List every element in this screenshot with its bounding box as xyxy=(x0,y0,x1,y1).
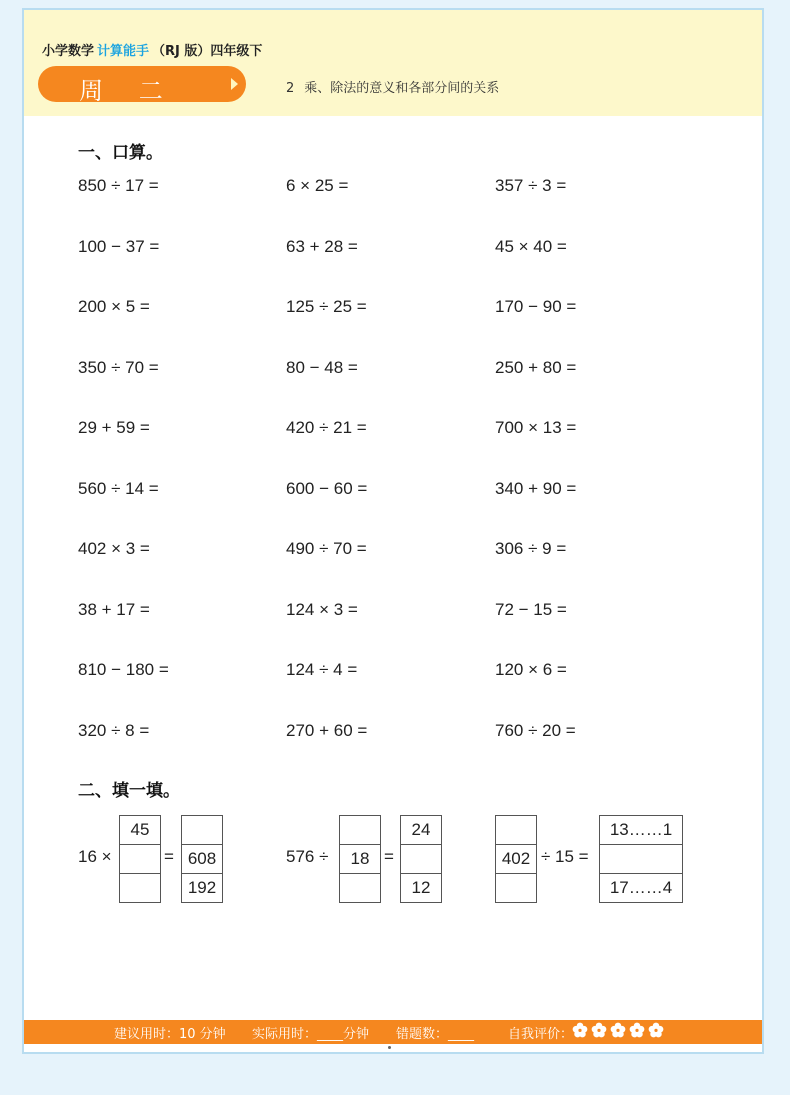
fill2-box-b3[interactable]: 12 xyxy=(400,873,442,903)
oral-problem: 29 + 59 = xyxy=(78,418,150,437)
oral-problem: 420 ÷ 21 = xyxy=(286,418,367,437)
error-count: 错题数：____ xyxy=(396,1027,475,1042)
fill2-box-b2[interactable] xyxy=(400,844,442,874)
page-bottom xyxy=(24,1044,762,1052)
oral-problem: 124 × 3 = xyxy=(286,600,358,619)
oral-problem: 850 ÷ 17 = xyxy=(78,176,159,195)
fill2-box-a2[interactable]: 18 xyxy=(339,844,381,874)
actual-time: 实际用时：____分钟 xyxy=(252,1027,370,1042)
oral-problem: 320 ÷ 8 = xyxy=(78,721,150,740)
oral-problem: 6 × 25 = xyxy=(286,176,349,195)
oral-problem: 600 − 60 = xyxy=(286,479,368,498)
section-oral-title: 一、口算。 xyxy=(78,143,163,163)
fill3-box-a3[interactable] xyxy=(495,873,537,903)
oral-problem: 340 + 90 = xyxy=(495,479,577,498)
fill3-box-a1[interactable] xyxy=(495,815,537,845)
oral-problem: 350 ÷ 70 = xyxy=(78,358,159,377)
flower-icon[interactable] xyxy=(572,1022,588,1038)
brand-prefix: 小学数学 xyxy=(42,44,95,59)
worksheet-page xyxy=(22,8,764,1054)
oral-problem: 100 − 37 = xyxy=(78,237,160,256)
fill2-prefix: 576 ÷ xyxy=(286,847,329,866)
oral-problem: 810 − 180 = xyxy=(78,660,169,679)
flower-icon[interactable] xyxy=(591,1022,607,1038)
play-arrow-icon xyxy=(231,78,238,90)
fill1-prefix: 16 × xyxy=(78,847,112,866)
self-evaluation-label: 自我评价： xyxy=(508,1027,574,1042)
lesson-heading xyxy=(286,77,499,96)
fill1-box-a2[interactable] xyxy=(119,844,161,874)
fill1-box-b1[interactable] xyxy=(181,815,223,845)
lesson-title: 乘、除法的意义和各部分间的关系 xyxy=(304,81,500,96)
oral-problem: 125 ÷ 25 = xyxy=(286,297,367,316)
oral-problem: 306 ÷ 9 = xyxy=(495,539,567,558)
fill3-box-b1[interactable]: 13……1 xyxy=(599,815,683,845)
fill1-box-a1[interactable]: 45 xyxy=(119,815,161,845)
oral-problem: 357 ÷ 3 = xyxy=(495,176,567,195)
brand-title xyxy=(42,40,262,59)
fill3-box-a2[interactable]: 402 xyxy=(495,844,537,874)
brand-highlight: 计算能手 xyxy=(97,44,150,59)
oral-problem: 80 − 48 = xyxy=(286,358,358,377)
oral-problem: 200 × 5 = xyxy=(78,297,150,316)
oral-problem: 124 ÷ 4 = xyxy=(286,660,358,679)
fill1-box-a3[interactable] xyxy=(119,873,161,903)
oral-problem: 560 ÷ 14 = xyxy=(78,479,159,498)
day-label: 周 二 xyxy=(79,77,177,105)
fill3-operator: ÷ 15 = xyxy=(541,847,589,866)
fill1-box-b2[interactable]: 608 xyxy=(181,844,223,874)
flower-icon[interactable] xyxy=(610,1022,626,1038)
fill3-box-b3[interactable]: 17……4 xyxy=(599,873,683,903)
oral-problem: 170 − 90 = xyxy=(495,297,577,316)
oral-problem: 250 + 80 = xyxy=(495,358,577,377)
fill2-box-a1[interactable] xyxy=(339,815,381,845)
oral-problem: 38 + 17 = xyxy=(78,600,150,619)
oral-problem: 120 × 6 = xyxy=(495,660,567,679)
page-header xyxy=(24,10,762,116)
flower-icon[interactable] xyxy=(629,1022,645,1038)
fill1-box-b3[interactable]: 192 xyxy=(181,873,223,903)
day-pill xyxy=(38,66,246,105)
fill2-box-a3[interactable] xyxy=(339,873,381,903)
brand-suffix: （RJ 版）四年级下 xyxy=(152,44,263,59)
fill3-box-b2[interactable] xyxy=(599,844,683,874)
oral-problem: 63 + 28 = xyxy=(286,237,358,256)
footer-bar xyxy=(24,1020,762,1044)
oral-problem: 270 + 60 = xyxy=(286,721,368,740)
page-dot xyxy=(388,1046,391,1049)
oral-problem: 490 ÷ 70 = xyxy=(286,539,367,558)
suggested-time: 建议用时：10 分钟 xyxy=(114,1027,226,1042)
fill1-equals: = xyxy=(164,847,174,866)
section-fill-title: 二、填一填。 xyxy=(78,781,180,801)
oral-problem: 402 × 3 = xyxy=(78,539,150,558)
lesson-number: 2 xyxy=(286,81,295,96)
rating-flowers[interactable] xyxy=(572,1022,667,1042)
fill2-box-b1[interactable]: 24 xyxy=(400,815,442,845)
oral-problem: 700 × 13 = xyxy=(495,418,577,437)
oral-problem: 760 ÷ 20 = xyxy=(495,721,576,740)
fill2-equals: = xyxy=(384,847,394,866)
oral-problem: 45 × 40 = xyxy=(495,237,567,256)
oral-problem: 72 − 15 = xyxy=(495,600,567,619)
flower-icon[interactable] xyxy=(648,1022,664,1038)
